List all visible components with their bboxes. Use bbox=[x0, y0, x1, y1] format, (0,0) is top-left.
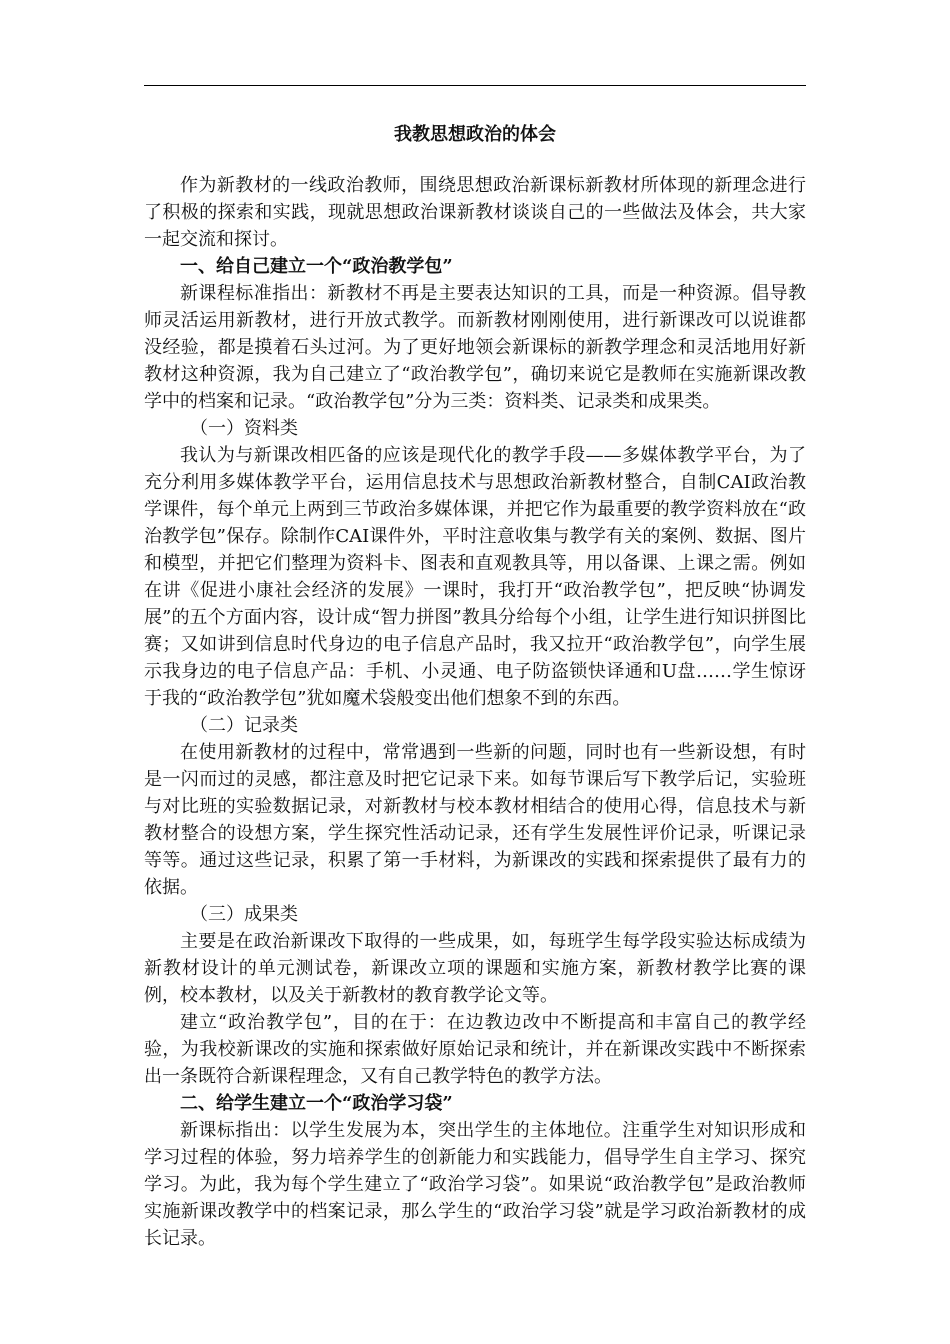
subsection-heading-3: （三）成果类 bbox=[190, 904, 298, 925]
body-paragraph: 在使用新教材的过程中，常常遇到一些新的问题，同时也有一些新设想，有时是一闪而过的灵感，都注意及时把它记录下来。如每节课后写下教学后记，实验班与对比班的实验数据记录，对新教材与校本教材相结合的使用心得，信息技术与新教材整合的设想方案，学生探究性活动记录，还有学生发展性评价记录，听课记录等等。通过这些记录，积累了第一手材料，为新课改的实践和探索提供了最有力的依据。 bbox=[144, 742, 806, 898]
document-body bbox=[144, 120, 806, 1252]
body-paragraph: 新课程标准指出：新教材不再是主要表达知识的工具，而是一种资源。倡导教师灵活运用新教材，进行开放式教学。而新教材刚刚使用，进行新课改可以说谁都没经验，都是摸着石头过河。为了更好地领会新课标的新教学理念和灵活地用好新教材这种资源，我为自己建立了“政治教学包”，确切来说它是教师在实施新课改教学中的档案和记录。“政治教学包”分为三类：资料类、记录类和成果类。 bbox=[144, 283, 806, 412]
body-paragraph: 建立“政治教学包”，目的在于：在边教边改中不断提高和丰富自己的教学经验，为我校新课改的实施和探索做好原始记录和统计，并在新课改实践中不断探索出一条既符合新课程理念，又有自己教学特色的教学方法。 bbox=[144, 1012, 806, 1087]
section-heading-2: 二、给学生建立一个“政治学习袋” bbox=[180, 1093, 453, 1114]
body-paragraph: 新课标指出：以学生发展为本，突出学生的主体地位。注重学生对知识形成和学习过程的体验，努力培养学生的创新能力和实践能力，倡导学生自主学习、探究学习。为此，我为每个学生建立了“政治学习袋”。如果说“政治教学包”是政治教师实施新课改教学中的档案记录，那么学生的“政治学习袋”就是学习政治新教材的成长记录。 bbox=[144, 1120, 806, 1249]
subsection-heading-1: （一）资料类 bbox=[190, 418, 298, 439]
document-title: 我教思想政治的体会 bbox=[394, 124, 556, 145]
subsection-heading-2: （二）记录类 bbox=[190, 715, 298, 736]
header-rule bbox=[144, 85, 806, 86]
body-paragraph: 主要是在政治新课改下取得的一些成果，如，每班学生每学段实验达标成绩为新教材设计的单元测试卷，新课改立项的课题和实施方案，新教材教学比赛的课例，校本教材，以及关于新教材的教育教学论文等。 bbox=[144, 931, 806, 1006]
intro-paragraph: 作为新教材的一线政治教师，围绕思想政治新课标新教材所体现的新理念进行了积极的探索和实践，现就思想政治课新教材谈谈自己的一些做法及体会，共大家一起交流和探讨。 bbox=[144, 175, 806, 250]
section-heading-1: 一、给自己建立一个“政治教学包” bbox=[180, 256, 453, 277]
body-paragraph: 我认为与新课改相匹备的应该是现代化的教学手段——多媒体教学平台，为了充分利用多媒体教学平台，运用信息技术与思想政治新教材整合，自制CAI政治教学课件，每个单元上两到三节政治多媒体课，并把它作为最重要的教学资料放在“政治教学包”保存。除制作CAI课件外，平时注意收集与教学有关的案例、数据、图片和模型，并把它们整理为资料卡、图表和直观教具等，用以备课、上课之需。例如在讲《促进小康社会经济的发展》一课时，我打开“政治教学包”，把反映“协调发展”的五个方面内容，设计成“智力拼图”教具分给每个小组，让学生进行知识拼图比赛；又如讲到信息时代身边的电子信息产品时，我又拉开“政治教学包”，向学生展示我身边的电子信息产品：手机、小灵通、电子防盗锁快译通和U盘……学生惊讶于我的“政治教学包”犹如魔术袋般变出他们想象不到的东西。 bbox=[144, 445, 806, 709]
